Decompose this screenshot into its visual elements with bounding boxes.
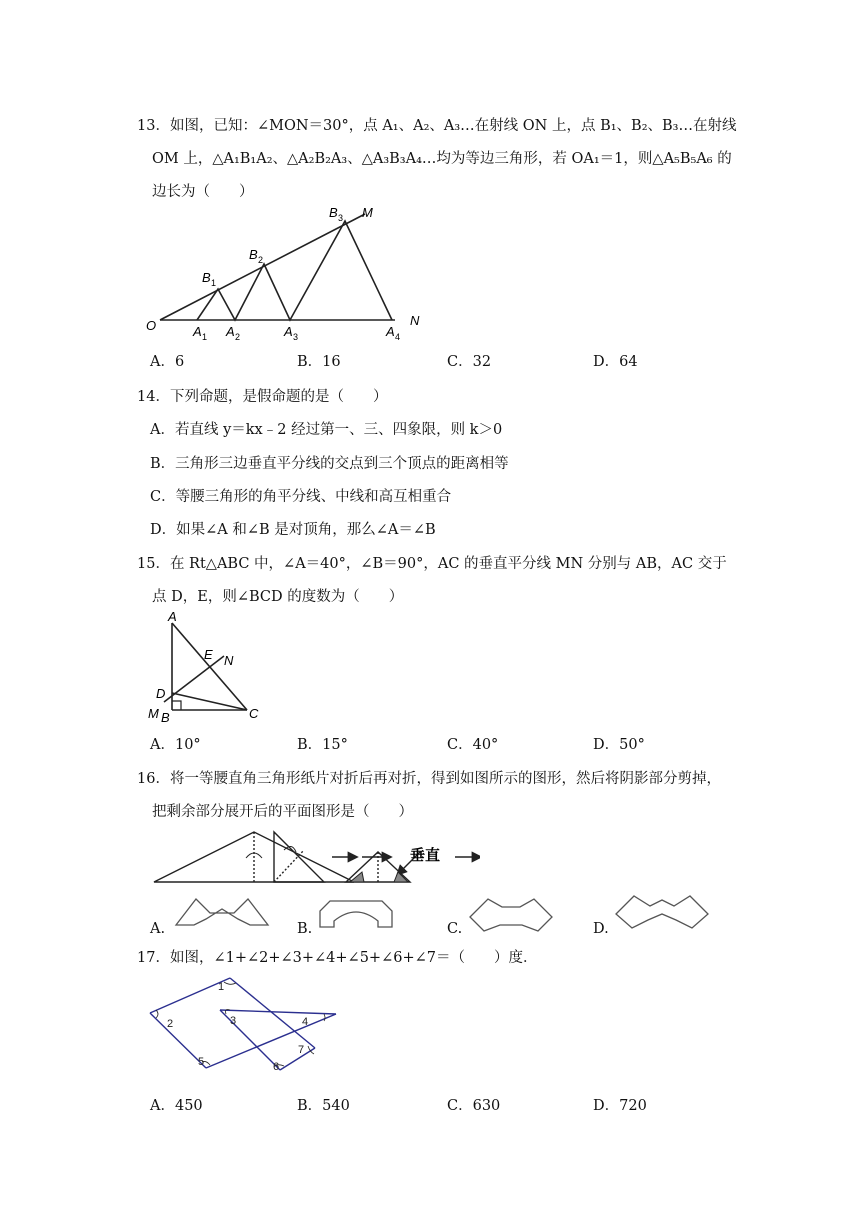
q13-label-B1-sub: 1 (211, 278, 217, 288)
q15-option-b: B．15° (297, 737, 348, 753)
q16-option-d-shape (612, 888, 712, 934)
q15-label-E: E (204, 647, 213, 662)
q15-option-a: A．10° (150, 737, 201, 753)
q13-option-d: D．64 (593, 354, 638, 370)
q17-angle-3: 3 (230, 1015, 237, 1027)
q16-option-a-shape (172, 891, 272, 935)
q13-option-b: B．16 (297, 354, 341, 370)
q13-label-B3-sub: 3 (338, 213, 344, 223)
q13-label-M: M (362, 205, 373, 220)
q17-option-c: C．630 (447, 1098, 501, 1114)
q17-angle-4: 4 (302, 1016, 309, 1028)
q17-angle-2: 2 (167, 1018, 174, 1030)
q13-label-A4-sub: 4 (395, 332, 401, 342)
q13-label-B1: B (202, 270, 211, 285)
q14-option-d: D．如果∠A 和∠B 是对顶角，那么∠A＝∠B (150, 522, 436, 538)
q17-option-b: B．540 (297, 1098, 350, 1114)
q14-option-a: A．若直线 y＝kx﹣2 经过第一、三、四象限，则 k＞0 (150, 422, 503, 438)
q15-label-N: N (224, 653, 234, 668)
q16-option-c: C. (447, 921, 463, 937)
q13-label-A4: A (386, 324, 395, 339)
q16-option-c-shape (466, 891, 556, 935)
q17-option-d: D．720 (593, 1098, 647, 1114)
q13-label-A2-sub: 2 (235, 332, 241, 342)
q13-label-A1: A (193, 324, 202, 339)
q13-label-A3-sub: 3 (293, 332, 299, 342)
q15-option-c: C．40° (447, 737, 499, 753)
q13-line3: 边长为（ ） (152, 184, 254, 200)
q13-line1: 13．如图，已知：∠MON＝30°，点 A₁、A₂、A₃…在射线 ON 上，点 B₁、B₂、B₃…在射线 (137, 118, 737, 134)
q13-label-A3: A (284, 324, 293, 339)
q16-line1: 16．将一等腰直角三角形纸片对折后再对折，得到如图所示的图形，然后将阴影部分剪掉， (137, 771, 721, 787)
q13-figure (140, 198, 440, 348)
q13-option-a: A．6 (150, 354, 185, 370)
q17-angle-5: 5 (198, 1056, 205, 1068)
q17-figure (140, 970, 350, 1080)
q16-option-b-shape (316, 891, 396, 935)
q17-angle-6: 6 (273, 1061, 280, 1073)
q14-option-b: B．三角形三边垂直平分线的交点到三个顶点的距离相等 (150, 456, 509, 472)
q15-label-C: C (249, 706, 259, 721)
q17-angle-7: 7 (298, 1044, 305, 1056)
q13-line2: OM 上，△A₁B₁A₂、△A₂B₂A₃、△A₃B₃A₄…均为等边三角形，若 OA₁＝1，则△A₅B₅A₆ 的 (152, 151, 732, 167)
q15-line2: 点 D，E，则∠BCD 的度数为（ ） (152, 589, 404, 605)
q16-option-d: D. (593, 921, 609, 937)
q17-angle-1: 1 (218, 981, 225, 993)
q13-label-N: N (410, 313, 420, 328)
q15-label-B: B (161, 710, 170, 725)
q13-label-B2-sub: 2 (258, 255, 264, 265)
q15-label-M: M (148, 706, 159, 721)
q16-figure-label: 垂直 (410, 846, 441, 864)
q16-line2: 把剩余部分展开后的平面图形是（ ） (152, 804, 413, 820)
q15-label-D: D (156, 686, 166, 701)
q16-option-a: A. (150, 921, 166, 937)
q17-stem: 17．如图，∠1+∠2+∠3+∠4+∠5+∠6+∠7＝（ ）度． (137, 950, 538, 966)
q14-stem: 14．下列命题，是假命题的是（ ） (137, 389, 388, 405)
q16-option-b: B. (297, 921, 313, 937)
q13-label-O: O (146, 318, 157, 333)
q13-label-A2: A (226, 324, 235, 339)
q14-option-c: C．等腰三角形的角平分线、中线和高互相重合 (150, 489, 452, 505)
q13-label-B2: B (249, 247, 258, 262)
q17-option-a: A．450 (150, 1098, 203, 1114)
q13-label-A1-sub: 1 (202, 332, 208, 342)
q15-line1: 15．在 Rt△ABC 中，∠A＝40°，∠B＝90°，AC 的垂直平分线 MN 分别与 AB，AC 交于 (137, 556, 727, 572)
q15-figure (142, 608, 272, 728)
q13-label-B3: B (329, 205, 338, 220)
q15-label-A: A (168, 609, 177, 624)
q13-option-c: C．32 (447, 354, 492, 370)
q16-figure-steps (270, 828, 490, 890)
q15-option-d: D．50° (593, 737, 645, 753)
